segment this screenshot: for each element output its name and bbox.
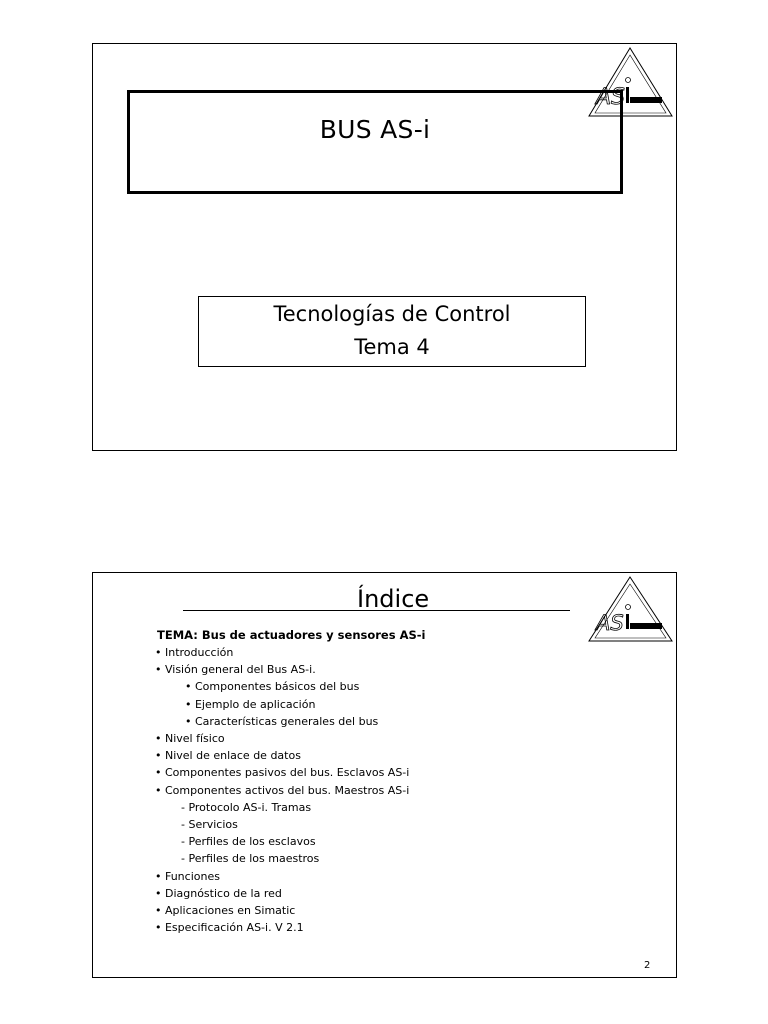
index-item: • Funciones bbox=[155, 869, 220, 883]
index-slide bbox=[92, 572, 677, 978]
index-item: • Componentes activos del bus. Maestros AS-i bbox=[155, 783, 410, 797]
title-slide bbox=[92, 43, 677, 451]
asi-logo bbox=[586, 46, 674, 118]
slide-title: BUS AS-i bbox=[319, 115, 431, 144]
page-number: 2 bbox=[644, 960, 651, 971]
index-item: • Ejemplo de aplicación bbox=[185, 697, 316, 711]
index-item: • Introducción bbox=[155, 646, 234, 659]
subtitle-box bbox=[198, 296, 586, 367]
index-item: • Diagnóstico de la red bbox=[155, 886, 282, 900]
index-item: • Componentes básicos del bus bbox=[185, 680, 360, 694]
topic-number: Tema 4 bbox=[354, 335, 430, 359]
index-item: • Nivel físico bbox=[155, 732, 225, 745]
title-underline bbox=[183, 610, 570, 611]
index-item: • Nivel de enlace de datos bbox=[155, 749, 301, 763]
index-item: - Servicios bbox=[181, 818, 238, 831]
index-item: - Protocolo AS-i. Tramas bbox=[181, 800, 312, 814]
index-title: Índice bbox=[357, 585, 430, 613]
index-item: • Especificación AS-i. V 2.1 bbox=[155, 921, 304, 935]
logo-text: AS bbox=[596, 611, 624, 635]
index-item: • Visión general del Bus AS-i. bbox=[155, 663, 316, 677]
index-item: - Perfiles de los esclavos bbox=[181, 835, 316, 849]
asi-logo bbox=[586, 575, 674, 643]
course-name: Tecnologías de Control bbox=[273, 302, 511, 326]
index-item: • Aplicaciones en Simatic bbox=[155, 904, 296, 917]
title-box bbox=[127, 90, 623, 194]
index-item: - Perfiles de los maestros bbox=[181, 852, 320, 866]
index-item: • Características generales del bus bbox=[185, 714, 379, 728]
logo-text: AS bbox=[596, 85, 626, 110]
topic-heading: TEMA: Bus de actuadores y sensores AS-i bbox=[157, 628, 426, 642]
index-item: • Componentes pasivos del bus. Esclavos AS-i bbox=[155, 766, 410, 780]
